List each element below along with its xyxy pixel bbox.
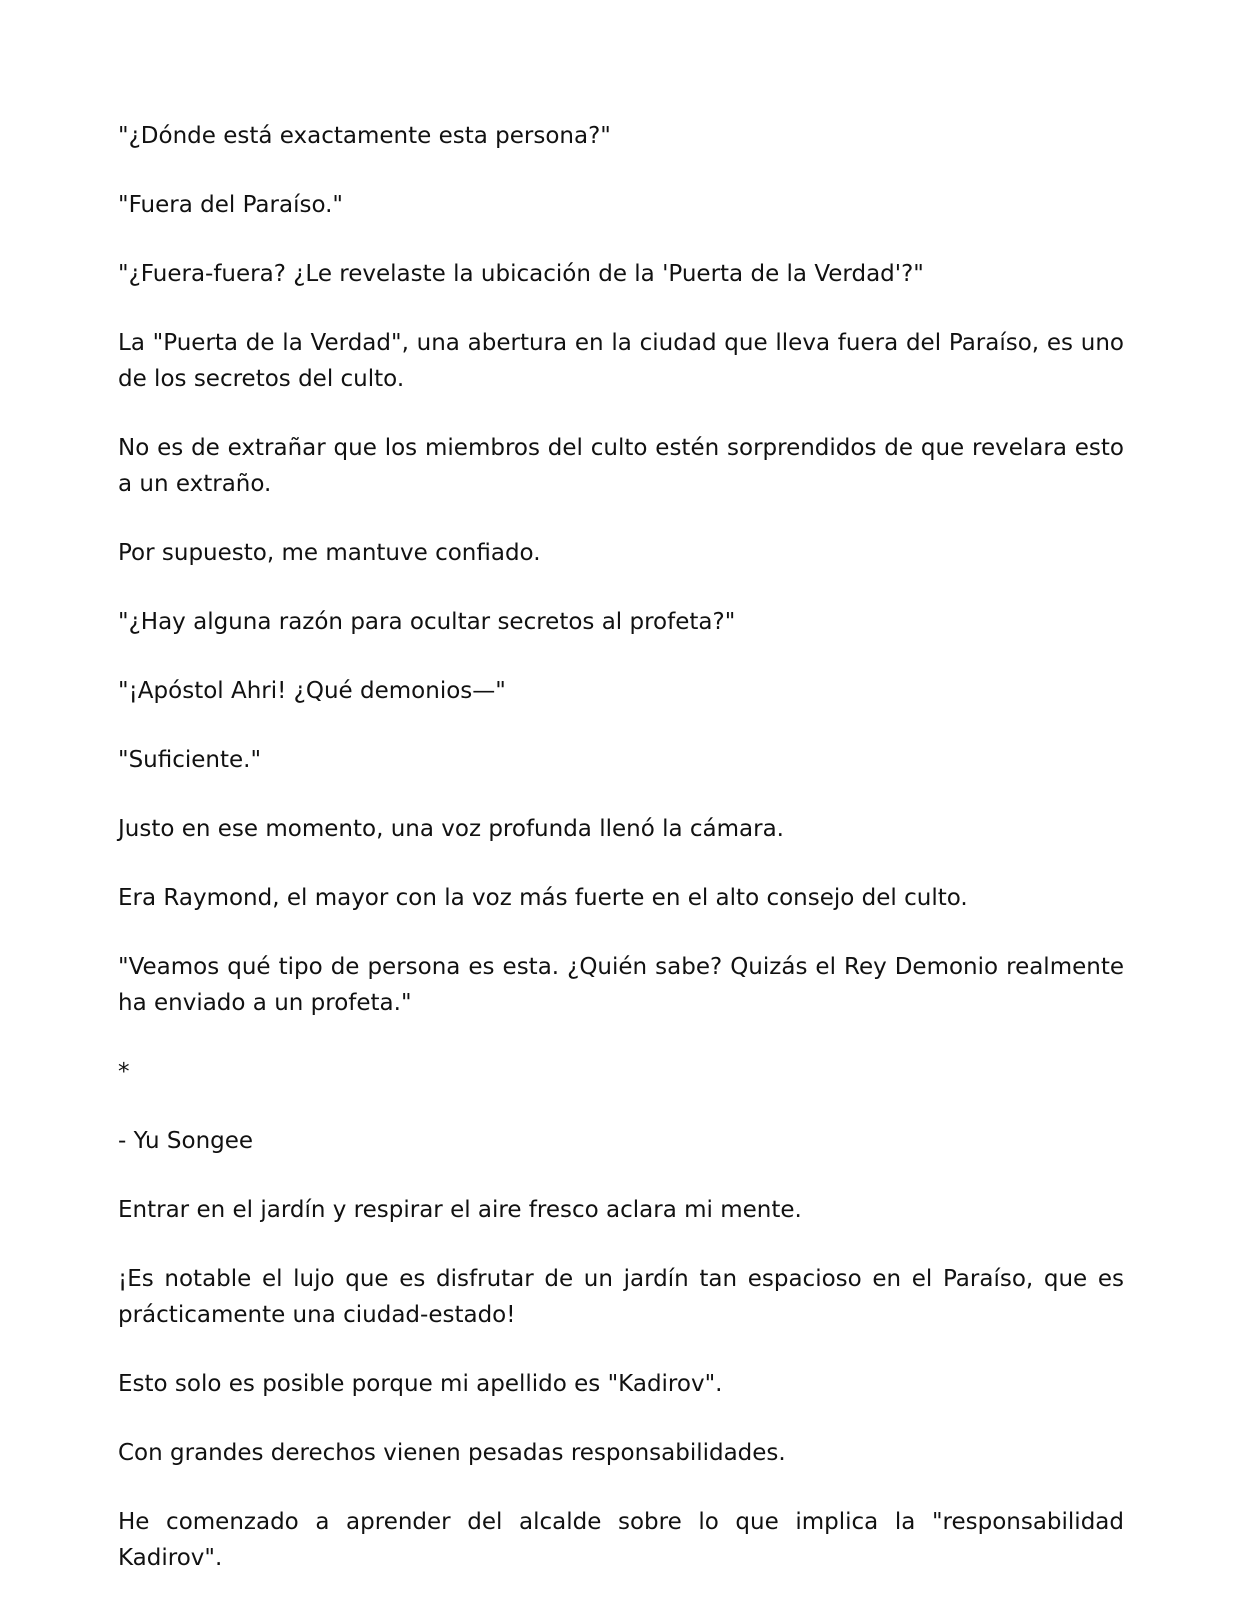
paragraph: "Fuera del Paraíso." (118, 192, 344, 218)
paragraph: "¿Dónde está exactamente esta persona?" (118, 123, 611, 149)
paragraph: "¡Apóstol Ahri! ¿Qué demonios—" (118, 678, 506, 704)
section-separator: * (118, 1059, 130, 1085)
paragraph: "¿Hay alguna razón para ocultar secretos al profeta?" (118, 609, 736, 635)
paragraph: Esto solo es posible porque mi apellido es "Kadirov". (118, 1371, 723, 1397)
paragraph: Era Raymond, el mayor con la voz más fuerte en el alto consejo del culto. (118, 885, 968, 911)
paragraph: Por supuesto, me mantuve confiado. (118, 540, 541, 566)
paragraph: Entrar en el jardín y respirar el aire fresco aclara mi mente. (118, 1197, 802, 1223)
paragraph: "Suficiente." (118, 747, 262, 773)
paragraph: He comenzado a aprender del alcalde sobre lo que implica la "responsabilidad Kadirov". (118, 1509, 1124, 1571)
paragraph: Justo en ese momento, una voz profunda llenó la cámara. (118, 816, 784, 842)
paragraph: La "Puerta de la Verdad", una abertura en la ciudad que lleva fuera del Paraíso, es uno de los secretos del culto. (118, 330, 1124, 392)
paragraph: Con grandes derechos vienen pesadas responsabilidades. (118, 1440, 786, 1466)
paragraph: No es de extrañar que los miembros del culto estén sorprendidos de que revelara esto a un extraño. (118, 435, 1124, 497)
paragraph: "Veamos qué tipo de persona es esta. ¿Quién sabe? Quizás el Rey Demonio realmente ha enviado a un profeta." (118, 954, 1124, 1016)
document-body (118, 118, 1124, 1609)
section-heading: - Yu Songee (118, 1128, 254, 1154)
paragraph: ¡Es notable el lujo que es disfrutar de un jardín tan espacioso en el Paraíso, que es prácticamente una ciudad-estado! (118, 1266, 1124, 1328)
paragraph: "¿Fuera-fuera? ¿Le revelaste la ubicación de la 'Puerta de la Verdad'?" (118, 261, 924, 287)
